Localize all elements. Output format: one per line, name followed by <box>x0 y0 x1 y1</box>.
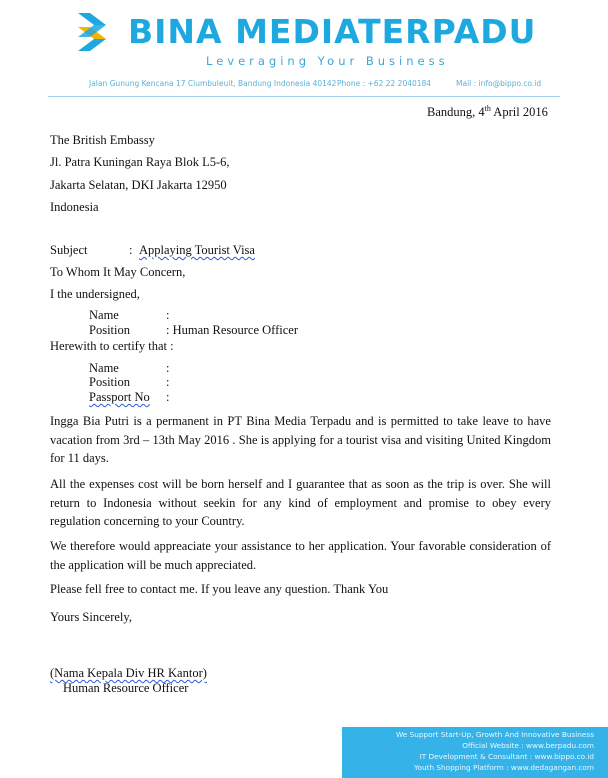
intro-line: I the undersigned, <box>50 287 140 301</box>
signer-placeholder: (Nama Kepala Div HR Kantor) <box>50 666 207 680</box>
signer-position-label: Position <box>89 323 130 337</box>
header-divider <box>48 96 560 97</box>
subject-colon: : <box>129 243 133 257</box>
body-paragraph-appreciation: We therefore would appreaciate your assistance to her application. Your favorable consideration of the application will be much appreciated. <box>50 539 551 572</box>
recipient-line: Jl. Patra Kuningan Raya Blok L5-6, <box>50 155 230 169</box>
footer-website: Official Website : www.berpadu.com <box>462 741 594 750</box>
applicant-position-value: : <box>166 375 170 389</box>
certify-line: Herewith to certify that : <box>50 339 174 353</box>
letter-date: Bandung, 4th April 2016 <box>427 104 548 120</box>
footer-slogan: We Support Start-Up, Growth And Innovative Business <box>396 730 594 739</box>
company-phone: Phone : +62 22 2040184 <box>337 79 432 88</box>
applicant-name-value: : <box>166 361 170 375</box>
recipient-line: The British Embassy <box>50 133 155 147</box>
company-logo-icon <box>76 11 124 55</box>
company-tagline: Leveraging Your Business <box>206 54 449 68</box>
recipient-line: Indonesia <box>50 200 99 214</box>
company-address: Jalan Gunung Kencana 17 Ciumbuleuit, Bandung Indonesia 40142 <box>89 79 337 88</box>
footer-shopping-platform: Youth Shopping Platform : www.dedagangan.com <box>414 763 594 772</box>
greeting: To Whom It May Concern, <box>50 265 186 279</box>
signer-title: Human Resource Officer <box>63 681 189 695</box>
applicant-passport-value: : <box>166 390 170 404</box>
company-name: BINA MEDIATERPADU <box>128 12 537 51</box>
subject-value: Applaying Tourist Visa <box>139 243 255 257</box>
body-paragraph-contact: Please fell free to contact me. If you leave any question. Thank You <box>50 582 389 596</box>
body-paragraph-leave: Ingga Bia Putri is a permanent in PT Bina Media Terpadu and is permitted to take leave to have vacation from 3rd – 13th May 2016 . She is applying for a tourist visa and visiting United Kingdom for 11 days. <box>50 414 551 465</box>
subject-label: Subject <box>50 243 88 257</box>
signer-position-value: : Human Resource Officer <box>166 323 299 337</box>
footer-info-box <box>342 727 608 778</box>
recipient-line: Jakarta Selatan, DKI Jakarta 12950 <box>50 178 227 192</box>
closing-line: Yours Sincerely, <box>50 610 132 624</box>
applicant-name-label: Name <box>89 361 119 375</box>
applicant-position-label: Position <box>89 375 130 389</box>
applicant-passport-label: Passport No <box>89 390 150 404</box>
body-paragraph-expenses: All the expenses cost will be born herself and I guarantee that as soon as the trip is over. She will return to Indonesia without seekin for any kind of employment and promise to obey every regulation concerning to your Country. <box>50 477 551 528</box>
signer-name-value: : <box>166 308 170 322</box>
signer-name-label: Name <box>89 308 119 322</box>
footer-it-development: IT Development & Consultant : www.bippo.co.id <box>419 752 594 761</box>
company-mail: Mail : info@bippo.co.id <box>456 79 542 88</box>
